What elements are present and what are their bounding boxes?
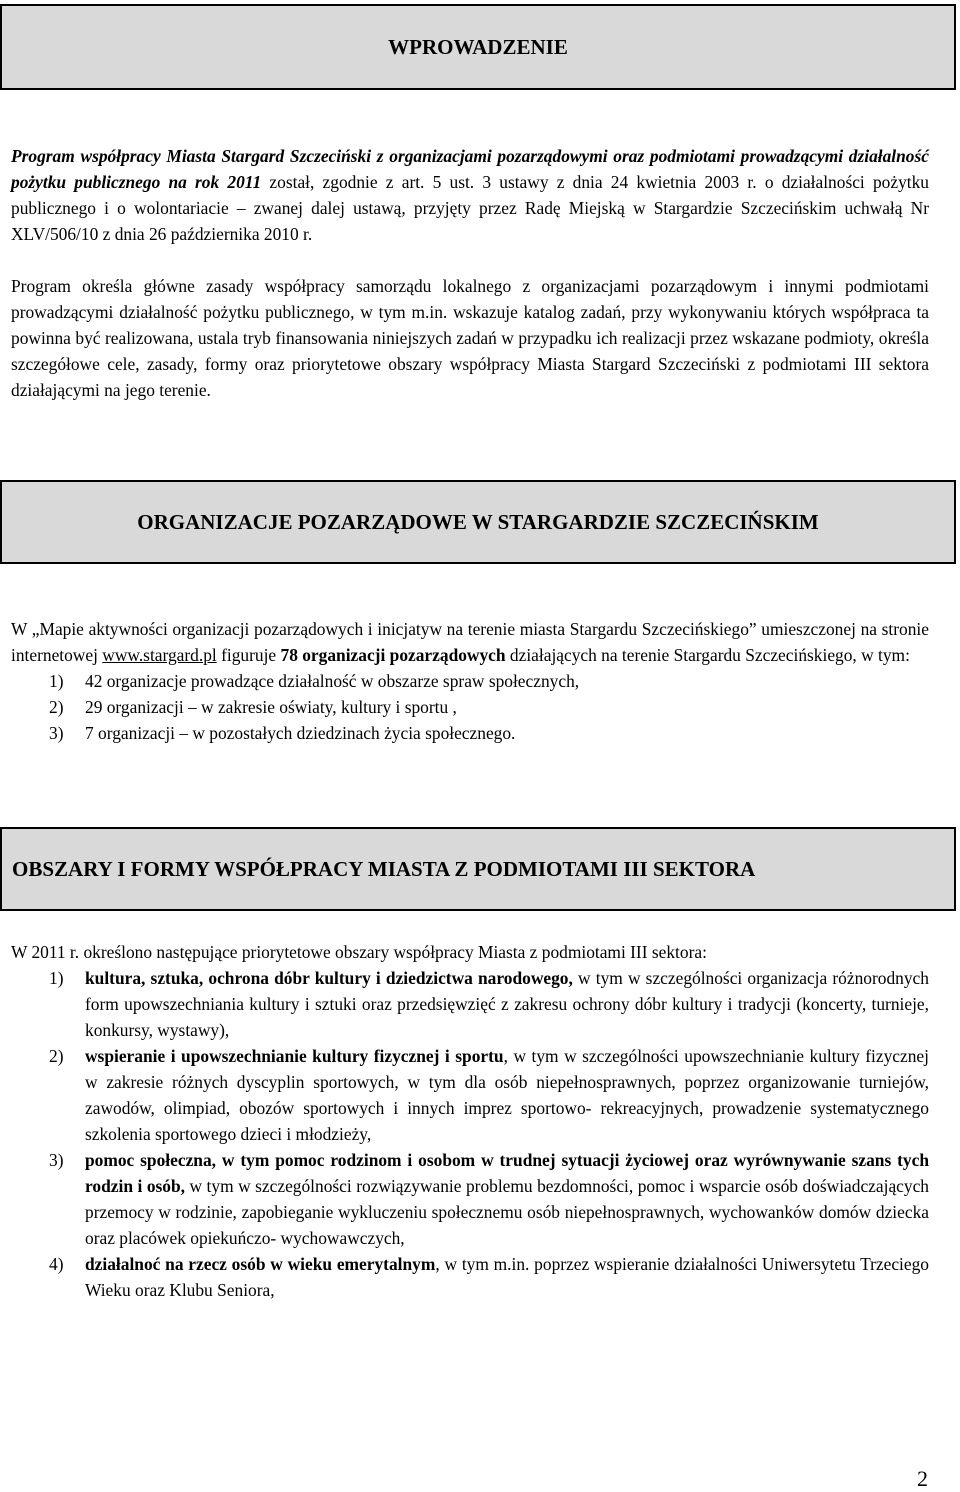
list-item-text: 7 organizacji – w pozostałych dziedzinach życia społecznego. [85,723,516,743]
areas-intro-text: W 2011 r. określono następujące priorytetowe obszary współpracy Miasta z podmiotami III sektora: [11,942,707,962]
website-link[interactable]: www.stargard.pl [102,645,217,665]
list-item-number: 4) [49,1254,64,1274]
organizations-paragraph [11,616,929,746]
list-item-number: 3) [49,1150,64,1170]
organizations-text-a: W „Mapie aktywności organizacji pozarządowych i inicjatyw na terenie miasta Stargardu Szczecińskiego” umieszczonej na stronie internetowej [11,619,929,665]
section-header-organizations [0,480,956,564]
program-title-italic: Program współpracy Miasta Stargard Szczeciński z organizacjami pozarządowymi oraz podmiotami prowadzącymi działalność pożytku publicznego na rok 2011 [11,146,929,192]
intro-paragraph-2 [11,273,929,403]
section-title-introduction: WPROWADZENIE [388,34,568,59]
list-item-number: 2) [49,697,64,717]
list-item-bold: kultura, sztuka, ochrona dóbr kultury i dziedzictwa narodowego, [85,968,573,988]
list-item [11,965,929,1043]
list-item-number: 3) [49,723,64,743]
list-item-text: , w tym m.in. poprzez wspieranie działalności Uniwersytetu Trzeciego Wieku oraz Klubu Seniora, [85,1254,929,1300]
list-item [11,668,929,694]
section-header-areas [0,827,956,911]
section-title-areas: OBSZARY I FORMY WSPÓŁPRACY MIASTA Z PODMIOTAMI III SEKTORA [12,856,756,881]
intro-paragraph-1 [11,143,929,247]
list-item-number: 1) [49,671,64,691]
list-item-text: w tym w szczególności organizacja różnorodnych form upowszechniania kultury i sztuki oraz przedsięwzięć z zakresu ochrony dóbr kultury i tradycji (koncerty, turnieje, konkursy, wystawy), [85,968,929,1040]
organizations-list [11,668,929,746]
list-item-bold: pomoc społeczna, w tym pomoc rodzinom i osobom w trudnej sytuacji życiowej oraz wyrównywanie szans tych rodzin i osób, [85,1150,929,1196]
page-number: 2 [917,1466,928,1491]
list-item-text: 42 organizacje prowadzące działalność w obszarze spraw społecznych, [85,671,580,691]
list-item-number: 1) [49,968,64,988]
section-header-introduction [0,4,956,90]
list-item [11,1147,929,1251]
list-item-text: , w tym w szczególności upowszechnianie kultury fizycznej w zakresie różnych dyscyplin sportowych, w tym dla osób niepełnosprawnych, poprzez organizowanie turniejów, zawodów, olimpiad, obozów sportowych i innych imprez sportowo- rekreacyjnych, prowadzenie systematycznego szkolenia sportowego dzieci i młodzieży, [85,1046,929,1144]
organizations-count-bold: 78 organizacji pozarządowych [280,645,506,665]
organizations-text-b: figuruje [216,645,281,665]
list-item [11,694,929,720]
areas-list [11,965,929,1303]
intro-paragraph-1-rest: został, zgodnie z art. 5 ust. 3 ustawy z dnia 24 kwietnia 2003 r. o działalności pożytku publicznego i o wolontariacie – zwanej dalej ustawą, przyjęty przez Radę Miejską w Stargardzie Szczecińskim uchwałą Nr XLV/506/10 z dnia 26 października 2010 r. [11,172,929,244]
section-title-organizations: ORGANIZACJE POZARZĄDOWE W STARGARDZIE SZCZECIŃSKIM [137,509,819,534]
list-item [11,720,929,746]
organizations-text-c: działających na terenie Stargardu Szczecińskiego, w tym: [505,645,910,665]
list-item-text: 29 organizacji – w zakresie oświaty, kultury i sportu , [85,697,457,717]
list-item [11,1043,929,1147]
list-item [11,1251,929,1303]
list-item-number: 2) [49,1046,64,1066]
list-item-text: w tym w szczególności rozwiązywanie problemu bezdomności, pomoc i wsparcie osób doświadczających przemocy w rodzinie, zapobieganie wykluczeniu społecznemu osób niepełnosprawnych, wychowanków domów dziecka oraz placówek opiekuńczo- wychowawczych, [85,1176,929,1248]
list-item-bold: wspieranie i upowszechnianie kultury fizycznej i sportu [85,1046,504,1066]
areas-paragraph [11,939,929,1303]
list-item-bold: działalnoć na rzecz osób w wieku emerytalnym [85,1254,436,1274]
intro-paragraph-2-text: Program określa główne zasady współpracy samorządu lokalnego z organizacjami pozarządowym i innymi podmiotami prowadzącymi działalność pożytku publicznego, w tym m.in. wskazuje katalog zadań, przy wykonywaniu których współpraca ta powinna być realizowana, ustala tryb finansowania niniejszych zadań w przypadku ich realizacji przez wskazane podmioty, określa szczegółowe cele, zasady, formy oraz priorytetowe obszary współpracy Miasta Stargard Szczeciński z podmiotami III sektora działającymi na jego terenie. [11,276,929,400]
